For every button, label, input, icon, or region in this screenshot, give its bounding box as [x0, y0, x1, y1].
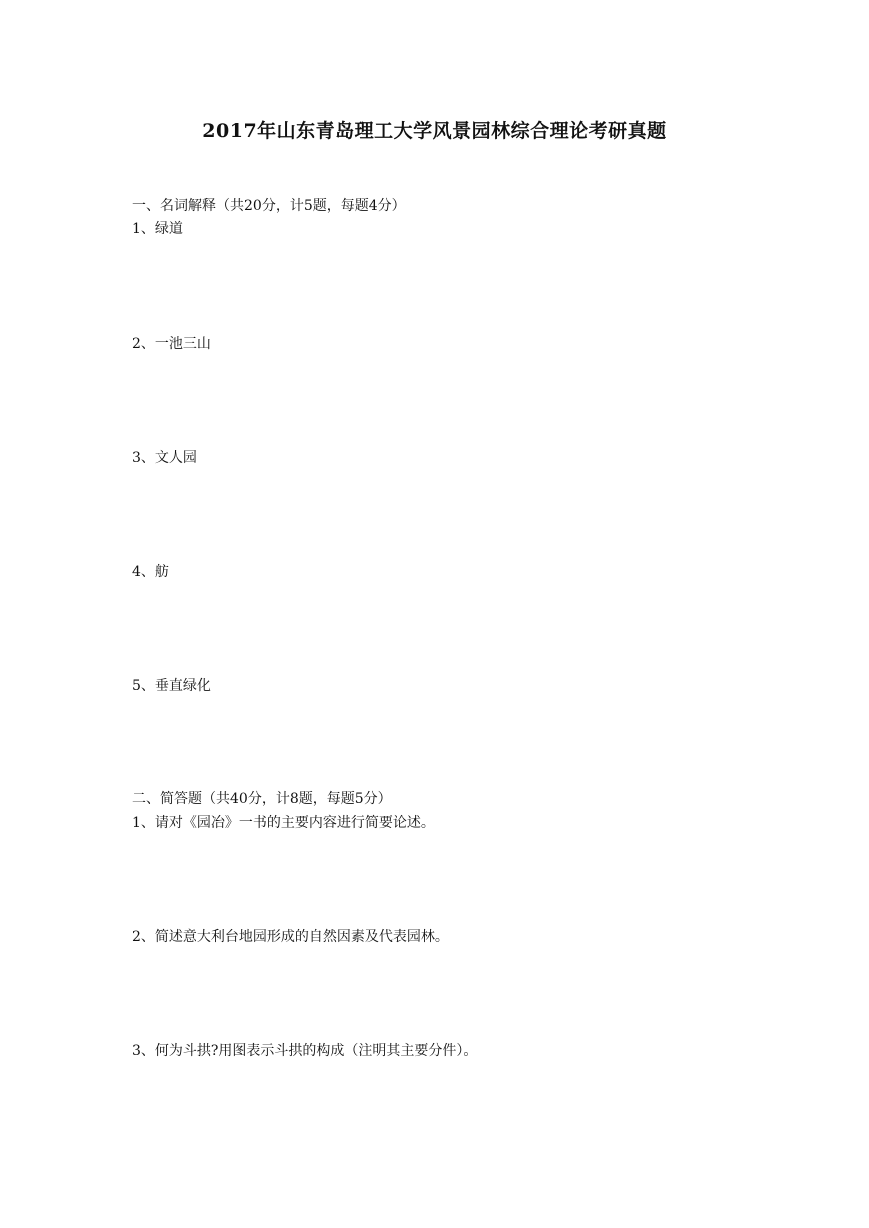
question-4: 4、舫 [132, 564, 169, 580]
section-heading-short-answer: 二、简答题（共40分，计8题，每题5分） [132, 791, 392, 807]
question-5: 5、垂直绿化 [132, 678, 211, 694]
question-short-1: 1、请对《园冶》一书的主要内容进行简要论述。 [132, 815, 435, 831]
question-1: 1、绿道 [132, 221, 183, 237]
question-short-2: 2、简述意大利台地园形成的自然因素及代表园林。 [132, 929, 449, 945]
page-title: 2017年山东青岛理工大学风景园林综合理论考研真题 [202, 120, 667, 142]
question-2: 2、一池三山 [132, 336, 211, 352]
question-short-3: 3、何为斗拱?用图表示斗拱的构成（注明其主要分件）。 [132, 1043, 478, 1059]
section-heading-terms: 一、名词解释（共20分，计5题，每题4分） [132, 198, 406, 214]
question-3: 3、文人园 [132, 450, 197, 466]
